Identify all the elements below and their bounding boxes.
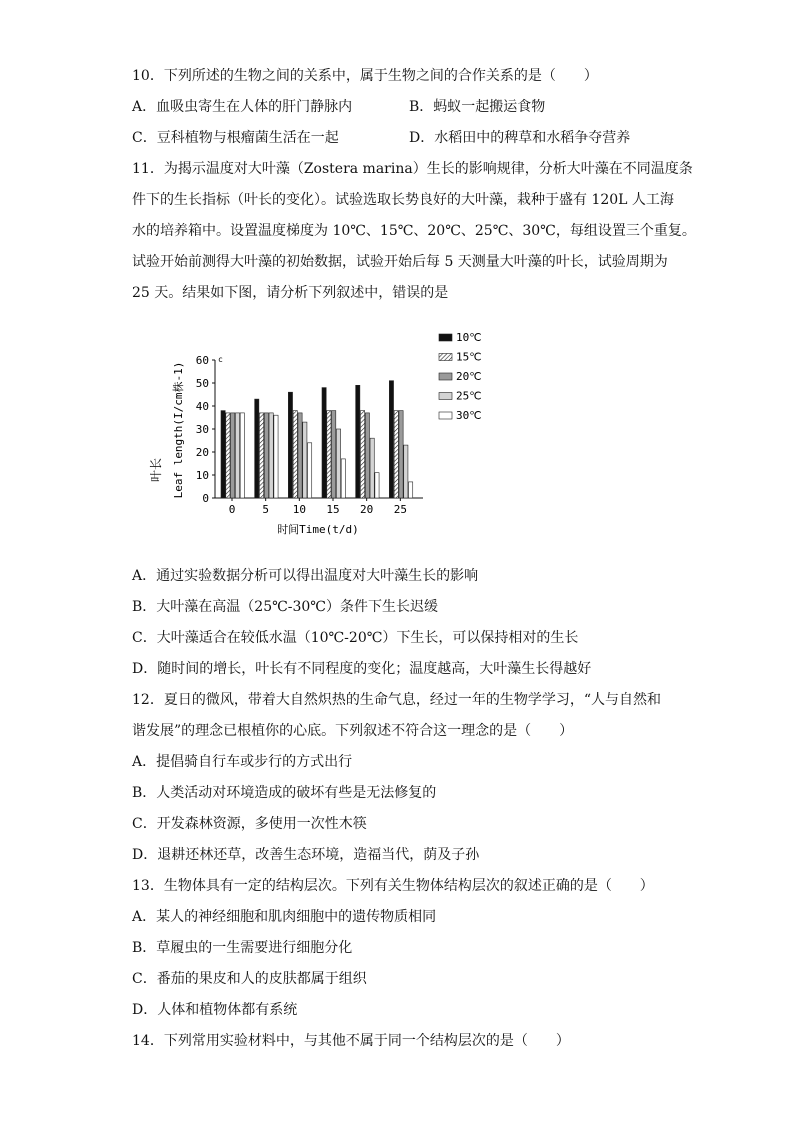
chart-bar	[360, 411, 364, 498]
chart-legend-label: 30℃	[456, 409, 482, 422]
chart-y-tick-label: 40	[195, 400, 209, 413]
q10-option-c: C．豆科植物与根瘤菌生活在一起	[132, 130, 339, 146]
chart-legend-label: 15℃	[456, 350, 482, 364]
chart-bar	[365, 413, 369, 498]
chart-bar	[231, 413, 235, 498]
chart-y-tick-label: 30	[195, 423, 209, 436]
q13-option-a: A．某人的神经细胞和肌肉细胞中的遗传物质相同	[132, 909, 437, 925]
chart-bar	[255, 399, 259, 498]
chart-top-mark: c	[218, 355, 223, 364]
chart-legend-swatch	[439, 354, 452, 361]
chart-y-tick-label: 0	[202, 492, 209, 505]
chart-bar	[288, 392, 292, 498]
q12-stem-line-1: 12．夏日的微风，带着大自然炽热的生命气息，经过一年的生物学学习，“人与自然和	[132, 692, 661, 708]
chart-bar	[409, 482, 413, 498]
q13-option-d: D．人体和植物体都有系统	[132, 1002, 298, 1018]
chart-bar	[226, 413, 230, 498]
chart-legend-swatch	[439, 412, 452, 419]
chart-x-tick-label: 20	[360, 503, 374, 516]
chart-x-tick-label: 15	[326, 503, 340, 516]
chart-bar	[303, 422, 307, 498]
chart-bar	[370, 438, 374, 498]
chart-bar	[399, 411, 403, 498]
chart-y-tick-label: 50	[195, 377, 209, 390]
q14-stem: 14．下列常用实验材料中，与其他不属于同一个结构层次的是（ ）	[132, 1033, 570, 1049]
q12-stem-line-2: 谐发展”的理念已根植你的心底。下列叙述不符合这一理念的是（ ）	[132, 723, 574, 739]
q11-stem-line-5: 25 天。结果如下图，请分析下列叙述中，错误的是	[132, 285, 449, 301]
q11-stem-line-1: 11．为揭示温度对大叶藻（Zostera marina）生长的影响规律，分析大叶藻在不同温度条	[132, 161, 693, 177]
chart-x-tick-label: 5	[262, 503, 269, 516]
chart-bar	[404, 445, 408, 498]
q11-option-a: A．通过实验数据分析可以得出温度对大叶藻生长的影响	[132, 568, 479, 584]
q10-stem: 10．下列所述的生物之间的关系中，属于生物之间的合作关系的是（ ）	[132, 68, 598, 84]
chart-bar	[341, 459, 345, 498]
chart-bar	[394, 411, 398, 498]
chart-legend-swatch	[439, 373, 452, 380]
chart-y-tick-label: 10	[195, 469, 209, 482]
chart-bar	[259, 413, 263, 498]
q12-option-a: A．提倡骑自行车或步行的方式出行	[132, 754, 353, 770]
chart-bar	[356, 385, 360, 498]
chart-bar	[269, 413, 273, 498]
q10-option-b: B．蚂蚁一起搬运食物	[409, 99, 546, 115]
chart-y-tick-label: 60	[195, 354, 209, 367]
q10-option-d: D．水稻田中的稗草和水稻争夺营养	[409, 130, 631, 146]
chart-legend-swatch	[439, 393, 452, 400]
chart-bar	[240, 413, 244, 498]
q10-option-a: A．血吸虫寄生在人体的肝门静脉内	[132, 99, 353, 115]
chart-bar	[375, 473, 379, 498]
chart-bar	[336, 429, 340, 498]
chart-x-tick-label: 25	[393, 503, 407, 516]
chart-legend-label: 20℃	[456, 370, 482, 383]
chart-ylabel-cn: 叶长	[149, 457, 163, 483]
q11-option-d: D．随时间的增长，叶长有不同程度的变化；温度越高，大叶藻生长得越好	[132, 661, 592, 677]
q12-option-d: D．退耕还林还草，改善生态环境，造福当代，荫及子孙	[132, 847, 480, 863]
chart-bar	[293, 411, 297, 498]
chart-xlabel: 时间Time(t/d)	[277, 523, 359, 536]
q12-option-c: C．开发森林资源，多使用一次性木筷	[132, 816, 367, 832]
q13-option-c: C．番茄的果皮和人的皮肤都属于组织	[132, 971, 367, 987]
q13-option-b: B．草履虫的一生需要进行细胞分化	[132, 940, 353, 956]
chart-bar	[389, 381, 393, 498]
q12-option-b: B．人类活动对环境造成的破坏有些是无法修复的	[132, 785, 437, 801]
chart-bar	[298, 413, 302, 498]
q13-stem: 13．生物体具有一定的结构层次。下列有关生物体结构层次的叙述正确的是（ ）	[132, 878, 654, 894]
chart-bar	[221, 411, 225, 498]
leaf-length-chart	[149, 322, 482, 544]
chart-bar	[308, 443, 312, 498]
chart-bar	[322, 388, 326, 498]
chart-legend-label: 10℃	[456, 331, 482, 344]
chart-x-tick-label: 0	[228, 503, 236, 516]
q11-option-b: B．大叶藻在高温（25℃-30℃）条件下生长迟缓	[132, 599, 438, 615]
chart-x-tick-label: 10	[292, 503, 306, 516]
chart-bar	[274, 415, 278, 498]
q11-stem-line-3: 水的培养箱中。设置温度梯度为 10℃、15℃、20℃、25℃、30℃，每组设置三个重复。	[132, 223, 696, 239]
q11-stem-line-2: 件下的生长指标（叶长的变化）。试验选取长势良好的大叶藻，栽种于盛有 120L 人工海	[132, 192, 674, 208]
q11-stem-line-4: 试验开始前测得大叶藻的初始数据，试验开始后每 5 天测量大叶藻的叶长，试验周期为	[132, 254, 668, 270]
chart-ylabel: Leaf length(I/cm株-1)	[172, 361, 185, 499]
q11-option-c: C．大叶藻适合在较低水温（10℃-20℃）下生长，可以保持相对的生长	[132, 630, 579, 646]
chart-legend-label: 25℃	[456, 389, 482, 403]
chart-bar	[235, 413, 239, 498]
chart-bar	[264, 413, 268, 498]
chart-bar	[327, 411, 331, 498]
chart-legend-swatch	[439, 334, 452, 341]
chart-bar	[332, 411, 336, 498]
chart-y-tick-label: 20	[195, 446, 209, 459]
